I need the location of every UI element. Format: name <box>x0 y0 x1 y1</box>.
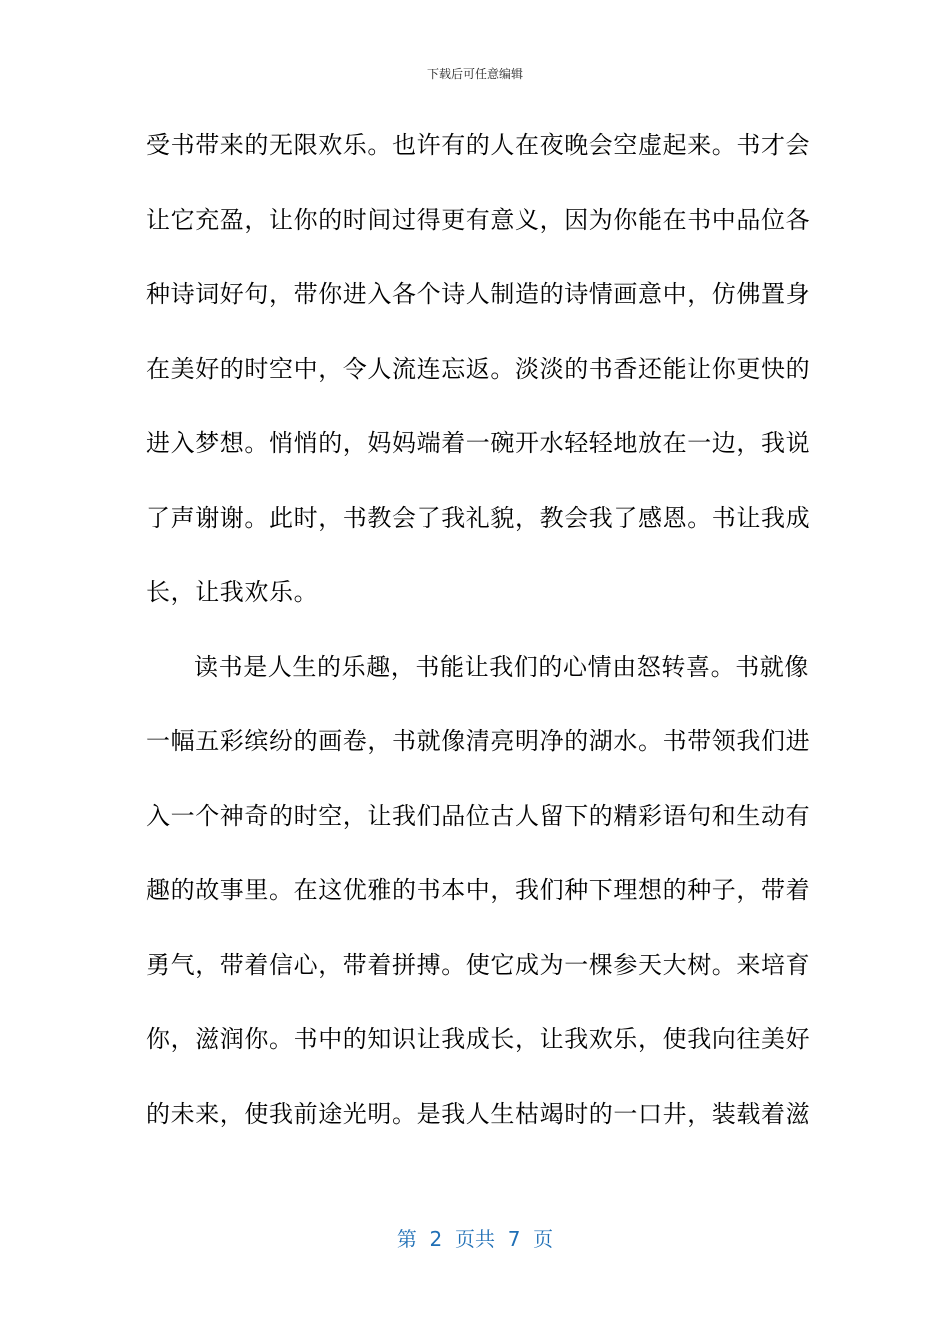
text-line-indented: 读书是人生的乐趣，书能让我们的心情由怒转喜。书就像 <box>194 652 809 681</box>
text-line: 了声谢谢。此时，书教会了我礼貌，教会我了感恩。书让我成 <box>146 503 811 532</box>
text-line: 趣的故事里。在这优雅的书本中，我们种下理想的种子，带着 <box>146 876 811 904</box>
text-line: 入一个神奇的时空，让我们品位古人留下的精彩语句和生动有 <box>146 801 811 830</box>
document-body <box>146 120 811 1163</box>
text-line: 你，滋润你。书中的知识让我成长，让我欢乐，使我向往美好 <box>146 1025 811 1053</box>
text-line: 在美好的时空中，令人流连忘返。淡淡的书香还能让你更快的 <box>146 354 811 383</box>
text-line: 一幅五彩缤纷的画卷，书就像清亮明净的湖水。书带领我们进 <box>146 727 811 755</box>
text-line: 进入梦想。悄悄的，妈妈端着一碗开水轻轻地放在一边，我说 <box>146 429 811 457</box>
text-line: 勇气，带着信心，带着拼搏。使它成为一棵参天大树。来培育 <box>146 950 811 979</box>
page-header: 下载后可任意编辑 <box>426 67 523 81</box>
page-number-footer: 第 2 页共 7 页 <box>396 1227 554 1251</box>
text-line: 受书带来的无限欢乐。也许有的人在夜晚会空虚起来。书才会 <box>146 131 811 159</box>
paragraph <box>146 120 811 642</box>
text-line: 的未来，使我前途光明。是我人生枯竭时的一口井，装载着滋 <box>146 1099 811 1128</box>
text-line: 长，让我欢乐。 <box>146 578 319 606</box>
paragraph <box>146 642 811 1164</box>
text-line: 种诗词好句，带你进入各个诗人制造的诗情画意中，仿佛置身 <box>146 280 811 308</box>
text-line: 让它充盈，让你的时间过得更有意义，因为你能在书中品位各 <box>146 205 811 234</box>
